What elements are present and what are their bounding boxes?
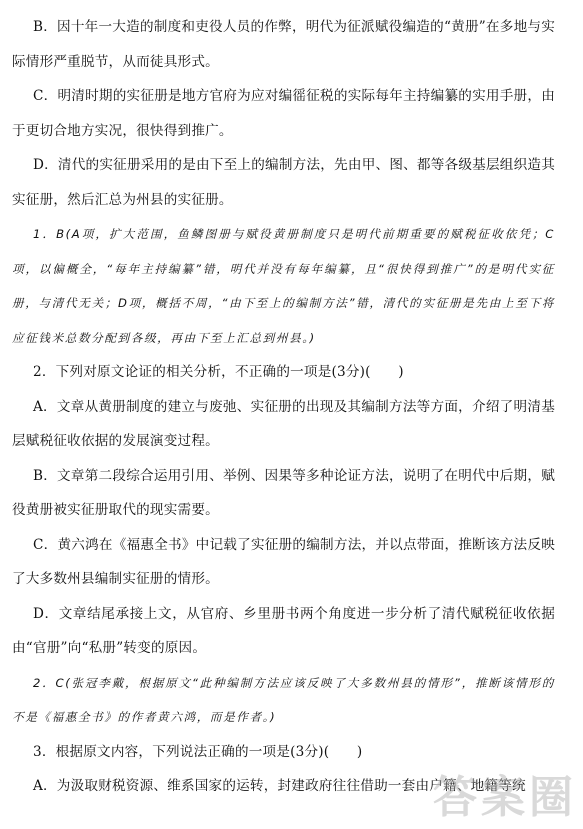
option-c-q2: C．黄六鸿在《福惠全书》中记载了实征册的编制方法，并以点带面，推断该方法反映了大多数州县编制实征册的情形。: [12, 536, 555, 587]
answer-q2: 2．C(张冠李戴，根据原文“此种编制方法应该反映了大多数州县的情形”，推断该情形的不是《福惠全书》的作者黄六鸿，而是作者。): [12, 675, 555, 724]
option-b-q2: B．文章第二段综合运用引用、举例、因果等多种论证方法，说明了在明代中后期，赋役黄册被实征册取代的现实需要。: [12, 467, 555, 518]
question-3: 3．根据原文内容，下列说法正确的一项是(3分)( ): [33, 743, 363, 760]
option-d-q2: D．文章结尾承接上文，从官府、乡里册书两个角度进一步分析了清代赋税征收依据由“官册”向“私册”转变的原因。: [12, 605, 555, 656]
option-c-q1: C．明清时期的实征册是地方官府为应对编徭征税的实际每年主持编纂的实用手册，由于更切合地方实况，很快得到推广。: [12, 88, 555, 139]
watermark-logo: 答案圈: [433, 772, 577, 823]
question-2: 2．下列对原文论证的相关分析，不正确的一项是(3分)( ): [33, 364, 404, 380]
option-a-q2: A．文章从黄册制度的建立与废弛、实征册的出现及其编制方法等方面，介绍了明清基层赋税征收依据的发展演变过程。: [12, 398, 555, 449]
answer-q1: 1．B(A项，扩大范围，鱼鳞图册与赋役黄册制度只是明代前期重要的赋税征收依凭；C项，以偏概全，“每年主持编纂”错，明代并没有每年编纂，且“很快得到推广”的是明代实征册，与清代无关；D项，概括不周，“由下至上的编制方法”错，清代的实征册是先由上至下将应征钱米总数分配到各级，再由下至上汇总到州县。): [12, 227, 555, 345]
option-a-q3: A．为汲取财税资源、维系国家的运转，封建政府往往借助一套由户籍、地籍等统: [33, 778, 526, 794]
option-b-q1: B．因十年一大造的制度和吏役人员的作弊，明代为征派赋役编造的“黄册”在多地与实际情形严重脱节，从而徒具形式。: [12, 19, 555, 70]
option-d-q1: D．清代的实征册采用的是由下至上的编制方法，先由甲、图、都等各级基层组织造其实征册，然后汇总为州县的实征册。: [12, 157, 555, 208]
